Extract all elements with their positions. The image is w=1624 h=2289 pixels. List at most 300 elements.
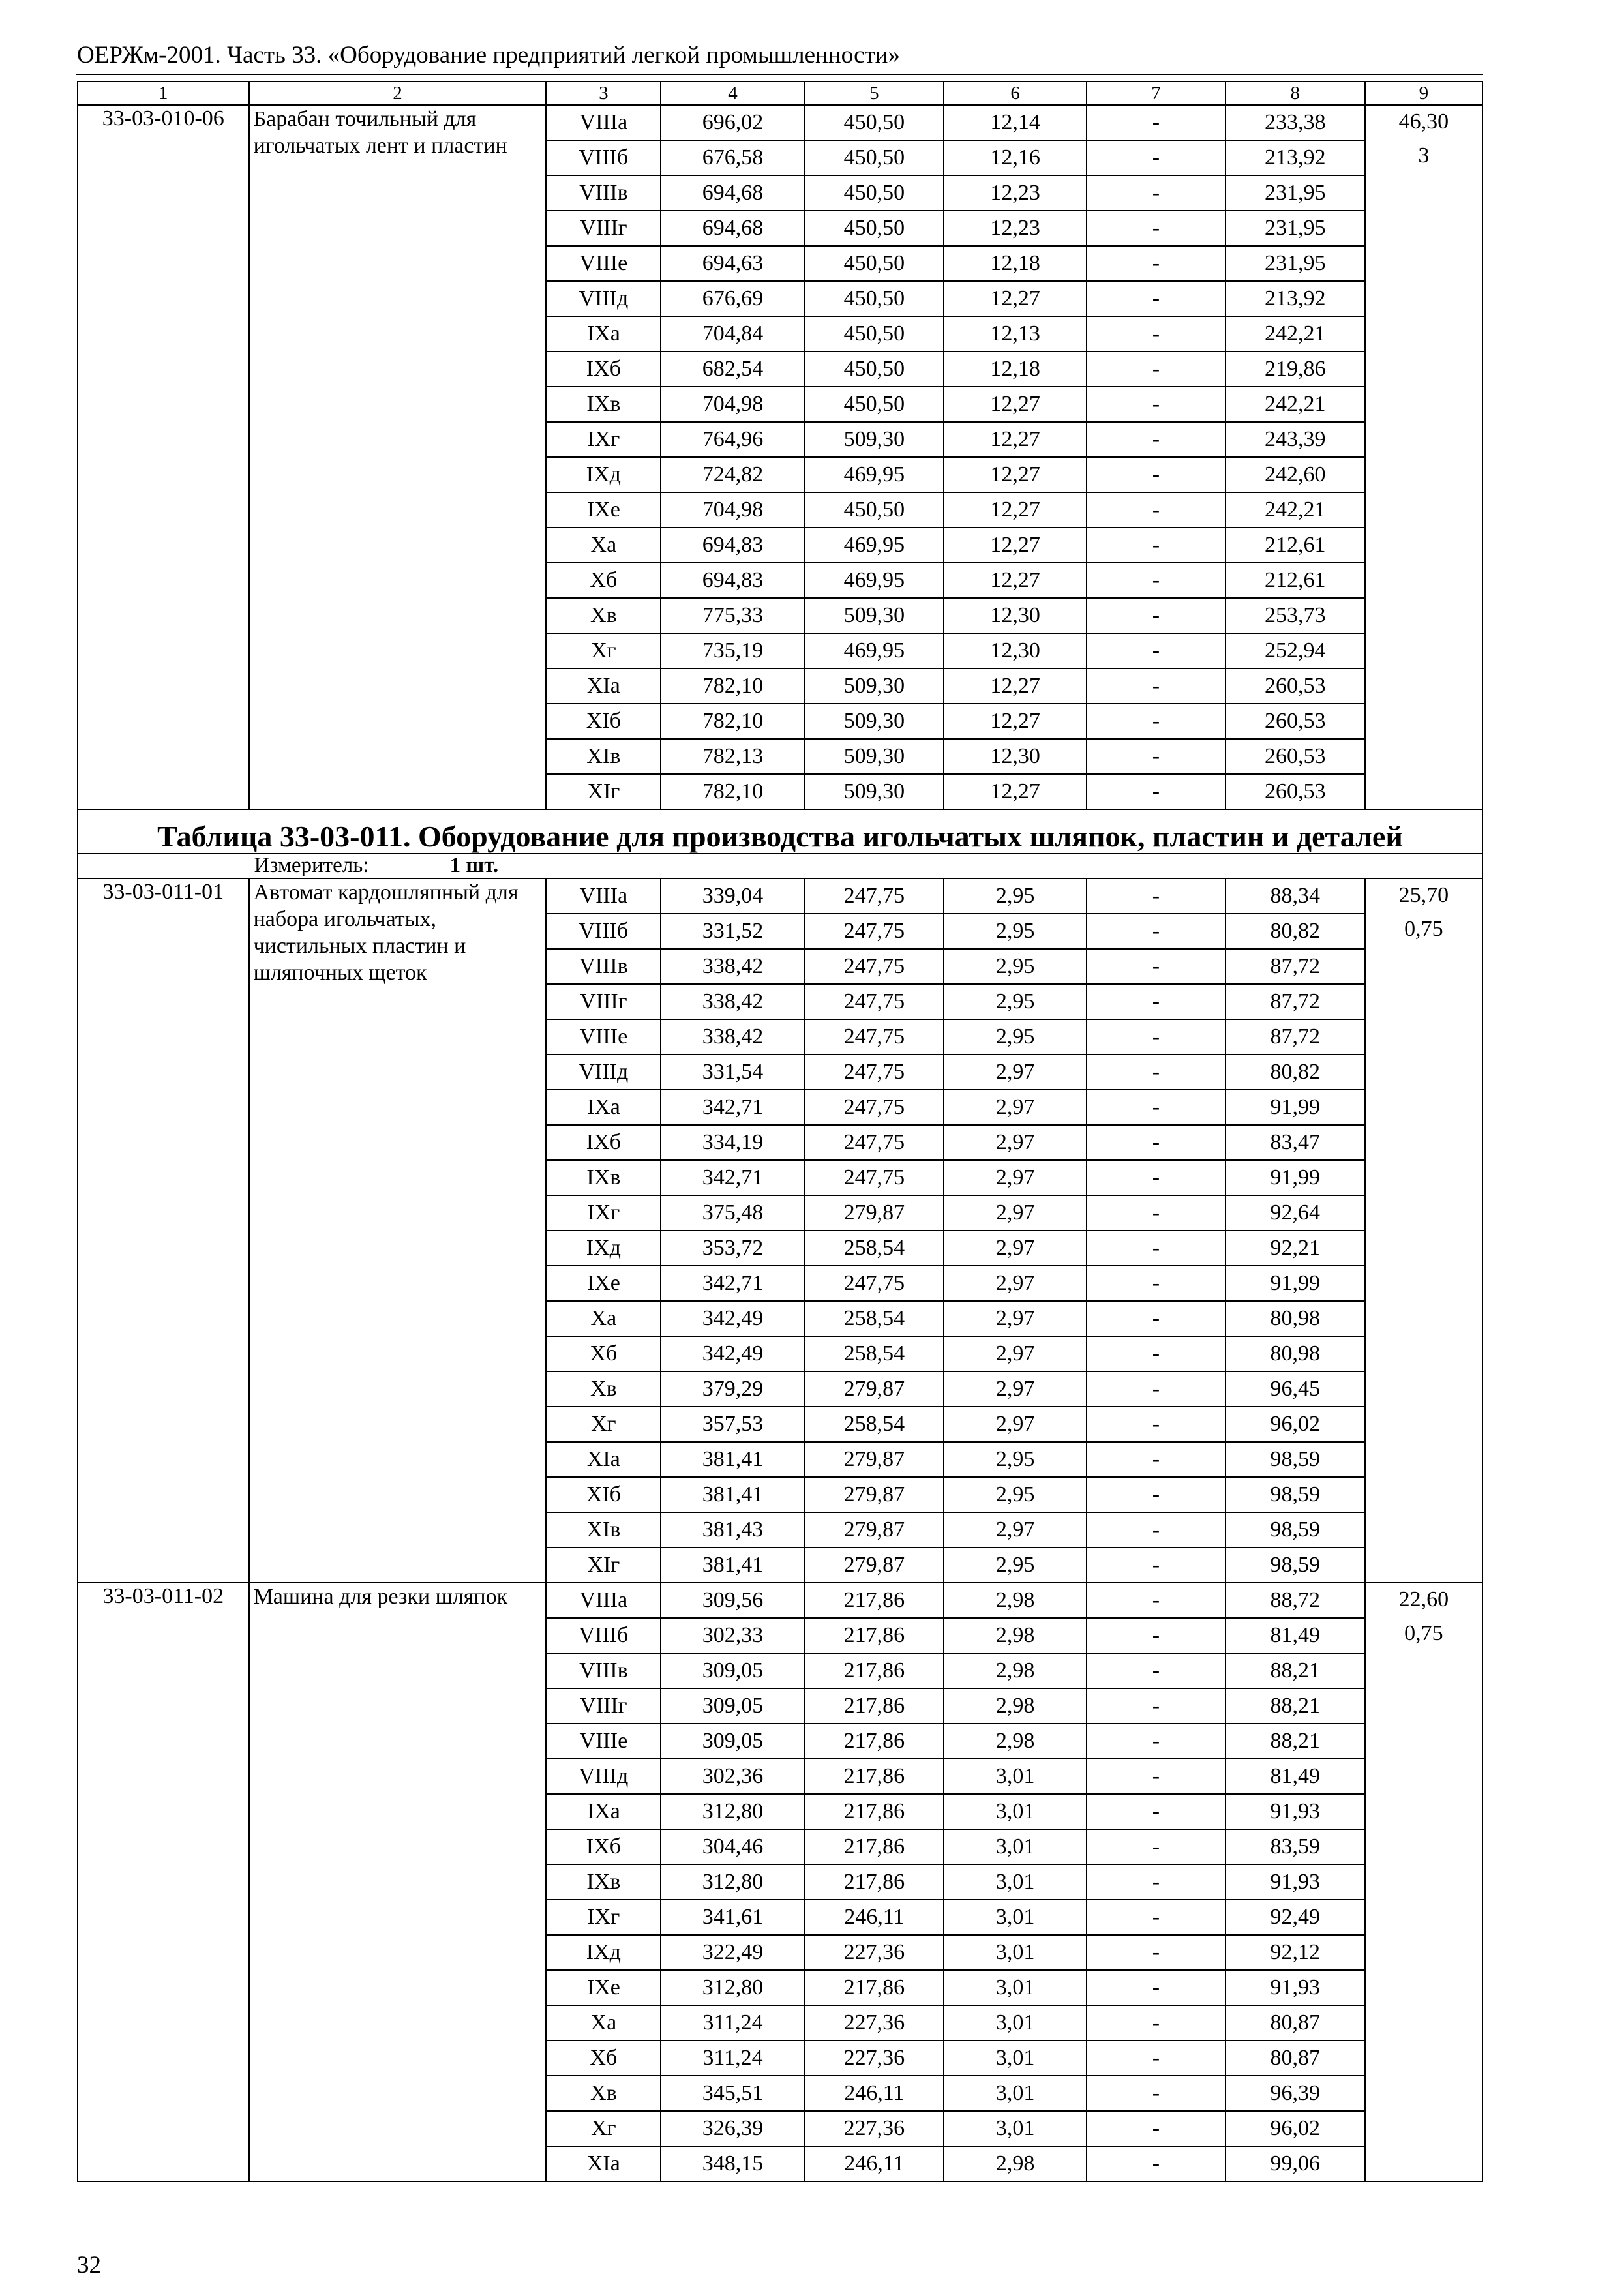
- table-cell: 12,13: [944, 316, 1087, 352]
- table-cell: 12,27: [944, 668, 1087, 704]
- table-cell: IXа: [546, 1090, 661, 1125]
- table-cell: -: [1087, 1512, 1225, 1548]
- table-row: [78, 878, 1482, 914]
- table-cell: 345,51: [661, 2076, 804, 2111]
- table-cell: 80,98: [1226, 1336, 1365, 1371]
- table-cell: 12,30: [944, 739, 1087, 774]
- table-cell: 3,01: [944, 2076, 1087, 2111]
- table-cell: 80,87: [1226, 2005, 1365, 2041]
- table-cell: -: [1087, 949, 1225, 984]
- table-cell: 312,80: [661, 1864, 804, 1900]
- table-cell: IXб: [546, 1125, 661, 1160]
- table-cell: 2,98: [944, 2146, 1087, 2181]
- table-cell: 704,98: [661, 387, 804, 422]
- table-cell: -: [1087, 211, 1225, 246]
- table-cell: 334,19: [661, 1125, 804, 1160]
- table-cell: 258,54: [805, 1301, 944, 1336]
- table-cell: 217,86: [805, 1970, 944, 2005]
- table-cell: 3,01: [944, 2111, 1087, 2146]
- table-cell: 92,49: [1226, 1900, 1365, 1935]
- table-cell: 96,02: [1226, 1407, 1365, 1442]
- table-cell: -: [1087, 1970, 1225, 2005]
- table-cell: 247,75: [805, 1266, 944, 1301]
- table-cell: 379,29: [661, 1371, 804, 1407]
- table-cell: 331,52: [661, 914, 804, 949]
- table-cell: 2,97: [944, 1407, 1087, 1442]
- item-code: 33-03-011-02: [78, 1583, 249, 2181]
- column-9-cell: [1365, 105, 1482, 809]
- table-cell: 217,86: [805, 1724, 944, 1759]
- table-cell: 217,86: [805, 1653, 944, 1688]
- table-cell: Xа: [546, 1301, 661, 1336]
- table-cell: 247,75: [805, 1160, 944, 1195]
- table-cell: -: [1087, 1794, 1225, 1829]
- table-cell: 12,27: [944, 492, 1087, 528]
- table-cell: -: [1087, 528, 1225, 563]
- table-cell: 735,19: [661, 633, 804, 668]
- table-cell: 96,39: [1226, 2076, 1365, 2111]
- table-cell: Xг: [546, 2111, 661, 2146]
- table-cell: 2,97: [944, 1125, 1087, 1160]
- table-cell: 91,93: [1226, 1794, 1365, 1829]
- table-cell: 694,63: [661, 246, 804, 281]
- table-cell: 450,50: [805, 140, 944, 175]
- table-cell: 2,97: [944, 1336, 1087, 1371]
- table-cell: 213,92: [1226, 140, 1365, 175]
- table-cell: 80,82: [1226, 914, 1365, 949]
- table-cell: 212,61: [1226, 528, 1365, 563]
- table-cell: 381,41: [661, 1548, 804, 1583]
- table-cell: 242,60: [1226, 457, 1365, 492]
- table-cell: 247,75: [805, 914, 944, 949]
- table-cell: Xв: [546, 2076, 661, 2111]
- table-cell: VIIIв: [546, 175, 661, 211]
- table-cell: 704,98: [661, 492, 804, 528]
- table-cell: 231,95: [1226, 211, 1365, 246]
- table-cell: IXб: [546, 352, 661, 387]
- table-cell: 2,95: [944, 1442, 1087, 1477]
- table-cell: Xб: [546, 2041, 661, 2076]
- table-cell: VIIIд: [546, 1055, 661, 1090]
- table-cell: -: [1087, 1477, 1225, 1512]
- table-cell: VIIIе: [546, 246, 661, 281]
- table-cell: 2,95: [944, 914, 1087, 949]
- table-cell: 782,10: [661, 668, 804, 704]
- table-cell: Xг: [546, 633, 661, 668]
- table-cell: 302,36: [661, 1759, 804, 1794]
- column-number: 4: [661, 82, 804, 105]
- table-cell: 260,53: [1226, 774, 1365, 809]
- table-cell: 12,14: [944, 105, 1087, 140]
- table-cell: XIб: [546, 1477, 661, 1512]
- table-cell: -: [1087, 878, 1225, 914]
- table-cell: Xв: [546, 598, 661, 633]
- table-cell: 231,95: [1226, 246, 1365, 281]
- table-cell: VIIIа: [546, 105, 661, 140]
- column-9-cell: [1365, 1583, 1482, 2181]
- table-cell: -: [1087, 1407, 1225, 1442]
- table-cell: -: [1087, 1688, 1225, 1724]
- unit-value: 1 шт.: [449, 854, 499, 877]
- section-title-row: [78, 809, 1482, 854]
- table-cell: 694,83: [661, 563, 804, 598]
- table-cell: 2,97: [944, 1301, 1087, 1336]
- table-cell: -: [1087, 1583, 1225, 1618]
- column-9-value: 0,75: [1404, 1621, 1443, 1645]
- table-cell: 311,24: [661, 2005, 804, 2041]
- table-cell: 258,54: [805, 1231, 944, 1266]
- table-cell: 3,01: [944, 1970, 1087, 2005]
- table-cell: 12,27: [944, 704, 1087, 739]
- table-cell: 469,95: [805, 633, 944, 668]
- header-rule: [76, 74, 1483, 75]
- table-cell: VIIIб: [546, 1618, 661, 1653]
- table-cell: 83,47: [1226, 1125, 1365, 1160]
- table-cell: 246,11: [805, 1900, 944, 1935]
- table-cell: 2,98: [944, 1688, 1087, 1724]
- table-cell: 694,68: [661, 211, 804, 246]
- table-cell: 509,30: [805, 704, 944, 739]
- table-cell: 12,27: [944, 387, 1087, 422]
- table-cell: IXг: [546, 1900, 661, 1935]
- table-cell: 338,42: [661, 1019, 804, 1055]
- table-cell: IXе: [546, 1266, 661, 1301]
- table-cell: 348,15: [661, 2146, 804, 2181]
- table-cell: -: [1087, 1266, 1225, 1301]
- table-cell: XIа: [546, 1442, 661, 1477]
- table-cell: 217,86: [805, 1618, 944, 1653]
- table-cell: -: [1087, 1759, 1225, 1794]
- table-cell: 326,39: [661, 2111, 804, 2146]
- table-cell: 217,86: [805, 1583, 944, 1618]
- table-cell: 3,01: [944, 1759, 1087, 1794]
- table-cell: -: [1087, 914, 1225, 949]
- table-cell: 311,24: [661, 2041, 804, 2076]
- table-cell: 227,36: [805, 2111, 944, 2146]
- table-cell: 219,86: [1226, 352, 1365, 387]
- table-cell: VIIIе: [546, 1019, 661, 1055]
- table-cell: 2,95: [944, 949, 1087, 984]
- table-cell: -: [1087, 1653, 1225, 1688]
- table-cell: 2,97: [944, 1231, 1087, 1266]
- table-cell: 212,61: [1226, 563, 1365, 598]
- table-cell: 81,49: [1226, 1618, 1365, 1653]
- table-cell: 242,21: [1226, 387, 1365, 422]
- table-cell: -: [1087, 774, 1225, 809]
- column-9-value: 46,30: [1398, 110, 1449, 134]
- table-cell: Xб: [546, 563, 661, 598]
- table-cell: 2,97: [944, 1195, 1087, 1231]
- table-cell: 782,13: [661, 739, 804, 774]
- table-cell: -: [1087, 492, 1225, 528]
- table-cell: 724,82: [661, 457, 804, 492]
- table-cell: IXе: [546, 1970, 661, 2005]
- table-cell: IXв: [546, 1864, 661, 1900]
- column-9-value: 0,75: [1404, 917, 1443, 941]
- table-cell: 469,95: [805, 563, 944, 598]
- table-cell: 258,54: [805, 1336, 944, 1371]
- column-number: 1: [78, 82, 249, 105]
- table-cell: -: [1087, 739, 1225, 774]
- table-cell: 98,59: [1226, 1442, 1365, 1477]
- table-cell: 87,72: [1226, 949, 1365, 984]
- table-cell: 252,94: [1226, 633, 1365, 668]
- table-cell: 302,33: [661, 1618, 804, 1653]
- table-cell: 80,82: [1226, 1055, 1365, 1090]
- table-cell: -: [1087, 457, 1225, 492]
- table-cell: 509,30: [805, 598, 944, 633]
- table-cell: 279,87: [805, 1512, 944, 1548]
- table-cell: 2,97: [944, 1055, 1087, 1090]
- table-cell: VIIIд: [546, 1759, 661, 1794]
- table-cell: 309,05: [661, 1724, 804, 1759]
- item-code: 33-03-011-01: [78, 878, 249, 1583]
- table-row: [78, 105, 1482, 140]
- table-cell: -: [1087, 1301, 1225, 1336]
- table-cell: 92,64: [1226, 1195, 1365, 1231]
- table-cell: 682,54: [661, 352, 804, 387]
- table-cell: 88,72: [1226, 1583, 1365, 1618]
- table-cell: 3,01: [944, 1935, 1087, 1970]
- table-cell: 12,27: [944, 422, 1087, 457]
- table-cell: 217,86: [805, 1688, 944, 1724]
- table-cell: 2,98: [944, 1618, 1087, 1653]
- table-cell: 91,93: [1226, 1970, 1365, 2005]
- table-cell: -: [1087, 1618, 1225, 1653]
- item-code: 33-03-010-06: [78, 105, 249, 809]
- table-cell: 694,83: [661, 528, 804, 563]
- table-cell: VIIIг: [546, 1688, 661, 1724]
- table-cell: 88,34: [1226, 878, 1365, 914]
- table-cell: 91,99: [1226, 1266, 1365, 1301]
- table-cell: VIIIб: [546, 914, 661, 949]
- table-cell: 217,86: [805, 1829, 944, 1864]
- table-cell: -: [1087, 140, 1225, 175]
- unit-row: [78, 854, 1482, 878]
- table-cell: 242,21: [1226, 492, 1365, 528]
- table-cell: 247,75: [805, 1090, 944, 1125]
- table-cell: Xа: [546, 528, 661, 563]
- table-cell: 247,75: [805, 1019, 944, 1055]
- table-cell: 258,54: [805, 1407, 944, 1442]
- table-cell: 247,75: [805, 949, 944, 984]
- table-cell: 242,21: [1226, 316, 1365, 352]
- table-cell: XIв: [546, 739, 661, 774]
- column-9-value: 22,60: [1398, 1587, 1449, 1611]
- table-cell: 217,86: [805, 1794, 944, 1829]
- table-cell: 381,41: [661, 1477, 804, 1512]
- table-cell: 233,38: [1226, 105, 1365, 140]
- table-cell: -: [1087, 1864, 1225, 1900]
- table-cell: 342,71: [661, 1090, 804, 1125]
- table-cell: 88,21: [1226, 1688, 1365, 1724]
- table-cell: -: [1087, 1336, 1225, 1371]
- table-cell: 509,30: [805, 739, 944, 774]
- table-cell: 353,72: [661, 1231, 804, 1266]
- table-cell: 12,30: [944, 598, 1087, 633]
- table-cell: 2,97: [944, 1371, 1087, 1407]
- table-cell: 213,92: [1226, 281, 1365, 316]
- table-cell: 450,50: [805, 492, 944, 528]
- column-number-row: [78, 82, 1482, 105]
- table-cell: -: [1087, 1195, 1225, 1231]
- table-cell: VIIIб: [546, 140, 661, 175]
- table-cell: Xв: [546, 1371, 661, 1407]
- table-cell: -: [1087, 1829, 1225, 1864]
- table-cell: 247,75: [805, 1055, 944, 1090]
- table-cell: -: [1087, 1160, 1225, 1195]
- table-cell: -: [1087, 1090, 1225, 1125]
- unit-spacer: [78, 854, 249, 878]
- table-cell: 357,53: [661, 1407, 804, 1442]
- table-cell: 341,61: [661, 1900, 804, 1935]
- table-cell: -: [1087, 281, 1225, 316]
- table-cell: 764,96: [661, 422, 804, 457]
- table-cell: 12,18: [944, 246, 1087, 281]
- table-cell: 243,39: [1226, 422, 1365, 457]
- column-number: 3: [546, 82, 661, 105]
- table-cell: 450,50: [805, 105, 944, 140]
- table-cell: IXб: [546, 1829, 661, 1864]
- table-cell: -: [1087, 1125, 1225, 1160]
- table-cell: VIIIе: [546, 1724, 661, 1759]
- table-cell: IXв: [546, 1160, 661, 1195]
- table-cell: 339,04: [661, 878, 804, 914]
- table-cell: 279,87: [805, 1371, 944, 1407]
- table-cell: 2,95: [944, 1548, 1087, 1583]
- column-9-value: 25,70: [1398, 883, 1449, 907]
- table-cell: 338,42: [661, 949, 804, 984]
- item-name: Машина для резки шляпок: [249, 1583, 547, 2181]
- column-number: 6: [944, 82, 1087, 105]
- table-cell: -: [1087, 1724, 1225, 1759]
- table-cell: 309,56: [661, 1583, 804, 1618]
- table-cell: VIIIа: [546, 878, 661, 914]
- table-cell: 87,72: [1226, 984, 1365, 1019]
- table-cell: 246,11: [805, 2076, 944, 2111]
- table-cell: 676,69: [661, 281, 804, 316]
- table-cell: -: [1087, 1371, 1225, 1407]
- table-cell: 260,53: [1226, 704, 1365, 739]
- table-cell: -: [1087, 2146, 1225, 2181]
- table-cell: 80,98: [1226, 1301, 1365, 1336]
- table-cell: 2,95: [944, 1019, 1087, 1055]
- table-cell: IXе: [546, 492, 661, 528]
- table-cell: 696,02: [661, 105, 804, 140]
- table-cell: 309,05: [661, 1688, 804, 1724]
- table-cell: 2,95: [944, 1477, 1087, 1512]
- table-cell: VIIIг: [546, 211, 661, 246]
- table-cell: 381,41: [661, 1442, 804, 1477]
- table-cell: -: [1087, 1548, 1225, 1583]
- table-cell: 375,48: [661, 1195, 804, 1231]
- table-cell: XIб: [546, 704, 661, 739]
- table-cell: 12,23: [944, 175, 1087, 211]
- running-header: ОЕРЖм-2001. Часть 33. «Оборудование предприятий легкой промышленности»: [77, 42, 900, 68]
- table-cell: IXд: [546, 1935, 661, 1970]
- table-cell: 782,10: [661, 704, 804, 739]
- table-cell: VIIIд: [546, 281, 661, 316]
- table-cell: 450,50: [805, 281, 944, 316]
- column-number: 7: [1087, 82, 1225, 105]
- table-cell: IXа: [546, 1794, 661, 1829]
- table-cell: Xг: [546, 1407, 661, 1442]
- table-row: [78, 1583, 1482, 1618]
- table-cell: 331,54: [661, 1055, 804, 1090]
- table-cell: 12,16: [944, 140, 1087, 175]
- table-cell: 3,01: [944, 1900, 1087, 1935]
- table-cell: -: [1087, 984, 1225, 1019]
- table-cell: 782,10: [661, 774, 804, 809]
- table-cell: IXа: [546, 316, 661, 352]
- table-cell: 91,93: [1226, 1864, 1365, 1900]
- table-cell: 450,50: [805, 211, 944, 246]
- table-cell: 450,50: [805, 352, 944, 387]
- table-cell: 12,18: [944, 352, 1087, 387]
- table-cell: XIв: [546, 1512, 661, 1548]
- table-cell: 450,50: [805, 175, 944, 211]
- table-cell: 12,27: [944, 563, 1087, 598]
- table-cell: IXд: [546, 457, 661, 492]
- table-cell: 92,21: [1226, 1231, 1365, 1266]
- column-number: 5: [805, 82, 944, 105]
- table-cell: 12,27: [944, 774, 1087, 809]
- table-cell: 227,36: [805, 2005, 944, 2041]
- table-cell: -: [1087, 316, 1225, 352]
- table-cell: -: [1087, 704, 1225, 739]
- table-cell: 342,49: [661, 1301, 804, 1336]
- item-name: Барабан точильный для игольчатых лент и пластин: [249, 105, 547, 809]
- table-cell: 217,86: [805, 1759, 944, 1794]
- table-cell: -: [1087, 175, 1225, 211]
- table-cell: 81,49: [1226, 1759, 1365, 1794]
- table-cell: 775,33: [661, 598, 804, 633]
- table-cell: 342,71: [661, 1160, 804, 1195]
- table-cell: -: [1087, 1900, 1225, 1935]
- table-cell: 260,53: [1226, 739, 1365, 774]
- table-cell: VIIIг: [546, 984, 661, 1019]
- table-cell: -: [1087, 105, 1225, 140]
- table-cell: -: [1087, 352, 1225, 387]
- column-number: 8: [1226, 82, 1365, 105]
- table-cell: 450,50: [805, 316, 944, 352]
- table-cell: 12,23: [944, 211, 1087, 246]
- table-cell: 469,95: [805, 457, 944, 492]
- table-cell: -: [1087, 1019, 1225, 1055]
- table-cell: 99,06: [1226, 2146, 1365, 2181]
- item-name: Автомат кардошляпный для набора игольчатых, чистильных пластин и шляпочных щеток: [249, 878, 547, 1583]
- table-cell: 509,30: [805, 422, 944, 457]
- table-cell: 91,99: [1226, 1160, 1365, 1195]
- table-cell: 2,98: [944, 1653, 1087, 1688]
- table-cell: 3,01: [944, 2041, 1087, 2076]
- page-number: 32: [77, 2252, 101, 2279]
- table-cell: 381,43: [661, 1512, 804, 1548]
- column-9-cell: [1365, 878, 1482, 1583]
- table-cell: 312,80: [661, 1794, 804, 1829]
- table-cell: 342,71: [661, 1266, 804, 1301]
- table-cell: -: [1087, 1442, 1225, 1477]
- table-cell: 279,87: [805, 1477, 944, 1512]
- table-cell: Xа: [546, 2005, 661, 2041]
- table-cell: 3,01: [944, 1829, 1087, 1864]
- table-cell: 92,12: [1226, 1935, 1365, 1970]
- table-cell: 279,87: [805, 1548, 944, 1583]
- table-cell: 217,86: [805, 1864, 944, 1900]
- table-cell: XIа: [546, 668, 661, 704]
- table-cell: IXг: [546, 1195, 661, 1231]
- table-cell: 450,50: [805, 246, 944, 281]
